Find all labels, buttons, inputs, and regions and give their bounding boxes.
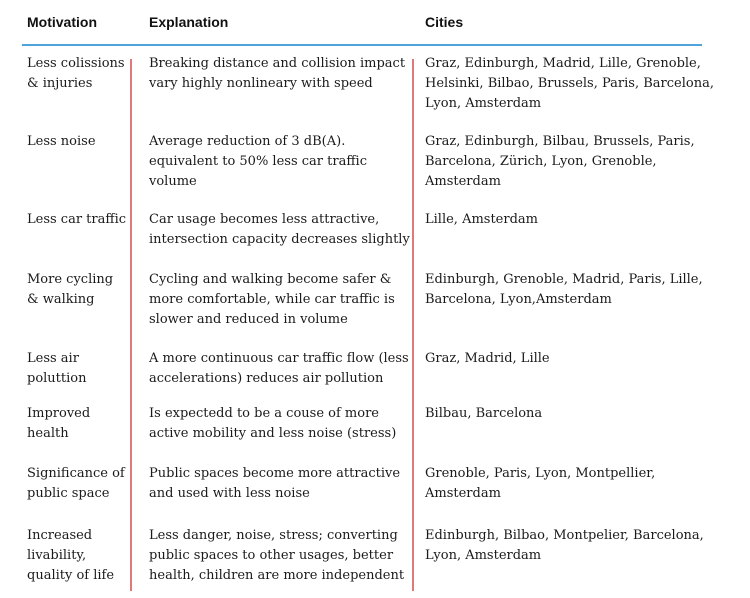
cities-cell: Graz, Edinburgh, Madrid, Lille, Grenoble, Helsinki, Bilbao, Brussels, Paris, Barcelona, Lyon, Amsterdam: [425, 56, 714, 111]
motivation-cell: Less car traffic: [27, 212, 127, 227]
motivation-cell: Significance of public space: [27, 466, 125, 501]
header-cities: Cities: [425, 14, 464, 30]
header-divider: [22, 44, 702, 46]
header-explanation: Explanation: [149, 14, 229, 30]
column-divider-1: [130, 59, 132, 591]
motivation-cell: Less colissions & injuries: [27, 56, 125, 91]
cities-cell: Bilbau, Barcelona: [425, 406, 543, 421]
explanation-cell: A more continuous car traffic flow (less accelerations) reduces air pollution: [149, 351, 409, 386]
explanation-cell: Average reduction of 3 dB(A). equivalent to 50% less car traffic volume: [149, 134, 367, 189]
explanation-cell: Breaking distance and collision impact vary highly nonlineary with speed: [149, 56, 406, 91]
cities-cell: Graz, Edinburgh, Bilbau, Brussels, Paris, Barcelona, Zürich, Lyon, Grenoble, Amsterdam: [425, 134, 695, 189]
cities-cell: Edinburgh, Bilbao, Montpelier, Barcelona, Lyon, Amsterdam: [425, 528, 704, 563]
header-motivation: Motivation: [27, 14, 97, 30]
explanation-cell: Car usage becomes less attractive, intersection capacity decreases slightly: [149, 212, 410, 247]
motivation-cell: Increased livability, quality of life: [27, 528, 115, 583]
explanation-cell: Cycling and walking become safer & more comfortable, while car traffic is slower and reduced in volume: [149, 272, 395, 327]
motivation-cell: Less air poluttion: [27, 351, 87, 386]
cities-cell: Graz, Madrid, Lille: [425, 351, 550, 366]
cities-cell: Edinburgh, Grenoble, Madrid, Paris, Lille, Barcelona, Lyon,Amsterdam: [425, 272, 703, 307]
motivation-cell: Improved health: [27, 406, 91, 441]
explanation-cell: Is expectedd to be a couse of more active mobility and less noise (stress): [149, 406, 397, 441]
cities-cell: Lille, Amsterdam: [425, 212, 538, 227]
explanation-cell: Public spaces become more attractive and used with less noise: [149, 466, 401, 501]
cities-cell: Grenoble, Paris, Lyon, Montpellier, Amsterdam: [425, 466, 656, 501]
motivation-cell: More cycling & walking: [27, 272, 114, 307]
explanation-cell: Less danger, noise, stress; converting public spaces to other usages, better health, children are more independent: [149, 528, 405, 583]
column-divider-2: [412, 59, 414, 591]
motivation-cell: Less noise: [27, 134, 96, 149]
